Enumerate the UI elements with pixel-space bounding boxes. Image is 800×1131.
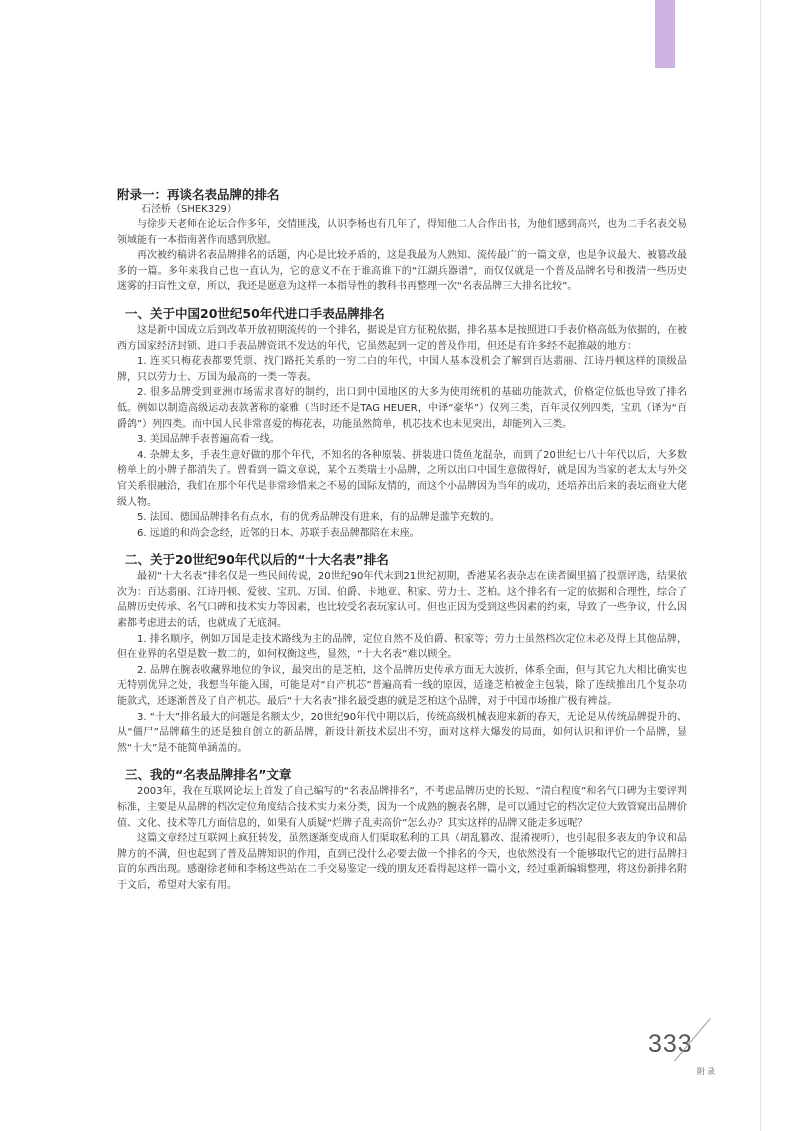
- section-paragraph: 1. 连买只梅花表都要凭票、找门路托关系的一穷二白的年代，中国人基本没机会了解到百达翡丽、江诗丹顿这样的顶级品牌，只以劳力士、万国为最高的一类一等表。: [117, 356, 687, 383]
- intro-paragraph: 再次被约稿讲名表品牌排名的话题，内心是比较矛盾的，这是我最为人熟知、流传最广的一篇文章，也是争议最大、被篡改最多的一篇。多年来我自己也一直认为，它的意义不在于谁高谁下的“江湖兵器谱”，而仅仅就是一个普及品牌名号和拨清一些历史迷雾的扫盲性文章，所以，我还是愿意为这样一本指导性的教科书再整理一次“名表品牌三大排名比较”。: [117, 250, 687, 293]
- footer-section-label: 附录: [697, 1067, 717, 1076]
- section-paragraph: 1. 排名顺序，例如万国是走技术路线为主的品牌，定位自然不及伯爵、积家等；劳力士虽然档次定位未必及得上其他品牌，但在业界的名望是数一数二的，如何权衡这些，显然，“十大名表”难以顾全。: [117, 633, 687, 661]
- author-line: 石泾桥（SHEK329）: [141, 204, 237, 215]
- section-title: 一、关于中国20世纪50年代进口手表品牌排名: [125, 305, 385, 321]
- appendix-body: [117, 187, 687, 894]
- section-paragraph: 3. 美国品牌手表普遍高看一线。: [137, 434, 280, 446]
- section-paragraph: 3. “十大”排名最大的问题是名额太少，20世纪90年代中期以后，传统高级机械表迎来新的春天，无论是从传统品牌提升的、从“僵尸”品牌藉生的还是独自创立的新品牌，新设计新技术层出不穷，面对这样大爆发的局面，如何认识和评价一个品牌，显然“十大”是不能简单涵盖的。: [117, 711, 687, 754]
- section-title: 二、关于20世纪90年代以后的“十大名表”排名: [125, 552, 389, 568]
- section-paragraph: 4. 杂牌太多，手表生意好做的那个年代，不知名的各种原装、拼装进口货鱼龙混杂，而到了20世纪七八十年代以后，大多数榜单上的小牌子都消失了。曾看到一篇文章说，某个五类瑞士小品牌，之所以出口中国生意做得好，就是因为当家的老太太与外交官关系很融洽，我们在那个年代是非常珍惜来之不易的国际友情的，而这个小品牌因为当年的成功，还培养出后来的表坛商业大佬级人物。: [117, 449, 687, 508]
- section-title: 三、我的“名表品牌排名”文章: [125, 767, 292, 783]
- section-paragraph: 2. 品牌在腕表收藏界地位的争议，最突出的是芝柏，这个品牌历史传承方面无大波折，体系全面，但与其它九大相比确实也无特别优异之处，我想当年能入围，可能是对“自产机芯”普遍高看一线的原因，适逢芝柏被金主包装，除了连续推出几个复杂功能款式，还逐渐普及了自产机芯。最后“十大名表”排名最受惠的就是芝柏这个品牌，对于中国市场推广极有裨益。: [117, 664, 687, 708]
- section-paragraph: 这篇文章经过互联网上疯狂转发，虽然逐渐变成商人们渠取私利的工具（胡乱篡改、混淆视听），也引起很多表友的争议和品牌方的不满，但也起到了普及品牌知识的作用，直到已没什么必要去做一个排名的今天，也依然没有一个能够取代它的进行品牌扫盲的东西出现。感谢徐老师和李杨这些站在二手交易鉴定一线的朋友还看得起这样一篇小文，经过重新编辑整理，将这份新排名附于文后，希望对大家有用。: [117, 833, 687, 891]
- section-paragraph: 5. 法国、德国品牌排名有点水，有的优秀品牌没有进来，有的品牌是滥竽充数的。: [137, 512, 500, 524]
- section-paragraph: 最初“十大名表”排名仅是一些民间传说，20世纪90年代末到21世纪初期，香港某名表杂志在读者圈里搞了投票评选，结果依次为：百达翡丽、江诗丹顿、爱彼、宝玑、万国、伯爵、卡地亚、积家、劳力士、芝柏。这个排名有一定的依据和合理性，综合了品牌历史传承、名气口碑和技术实力等因素，也比较受名表玩家认可。但也正因为受到这些因素的约束，导致了一些争议，什么因素都考虑进去的话，也就成了无底洞。: [117, 571, 687, 630]
- page-number: 333: [648, 1030, 693, 1058]
- intro-paragraph: 与徐步天老师在论坛合作多年，交情匪浅，认识李杨也有几年了，得知他二人合作出书，为他们感到高兴，也为二手名表交易领域能有一本指南著作而感到欣慰。: [117, 219, 687, 246]
- section-paragraph: 2003年，我在互联网论坛上首发了自己编写的“名表品牌排名”，不考虑品牌历史的长短、“清白程度”和名气口碑为主要评判标准，主要是从品牌的档次定位角度结合技术实力来分类，因为一个成熟的腕表名牌，是可以通过它的档次定位大致管窥出品牌价值、文化、技术等几方面信息的，如果有人质疑“烂牌子乱卖高价”怎么办？其实这样的品牌又能走多远呢？: [117, 786, 687, 829]
- chapter-tab-marker: [655, 0, 675, 68]
- section-paragraph: 6. 远道的和尚会念经，近邻的日本、苏联手表品牌都陪在末座。: [137, 527, 420, 539]
- section-paragraph: 2. 很多品牌受到亚洲市场需求喜好的制约，出口到中国地区的大多为使用统机的基础功能款式，价格定位低也导致了排名低。例如以制造高级运动表款著称的豪雅（当时还不是TAG HEUER，中译“豪华”）仅列三类，百年灵仅列四类，宝玑（译为“百爵鸽”）列四类。而中国人民非常喜爱的梅花表，功能虽然简单，机芯技术也未见突出，却能列入三类。: [117, 387, 687, 430]
- appendix-title: 附录一：再谈名表品牌的排名: [117, 187, 280, 202]
- page-edge-line: [760, 0, 761, 1131]
- section-paragraph: 这是新中国成立后到改革开放初期流传的一个排名，据说是官方征税依据，排名基本是按照进口手表价格高低为依据的，在被西方国家经济封锁、进口手表品牌资讯不发达的年代，它虽然起到一定的普及作用，但还是有许多经不起推敲的地方：: [117, 324, 687, 352]
